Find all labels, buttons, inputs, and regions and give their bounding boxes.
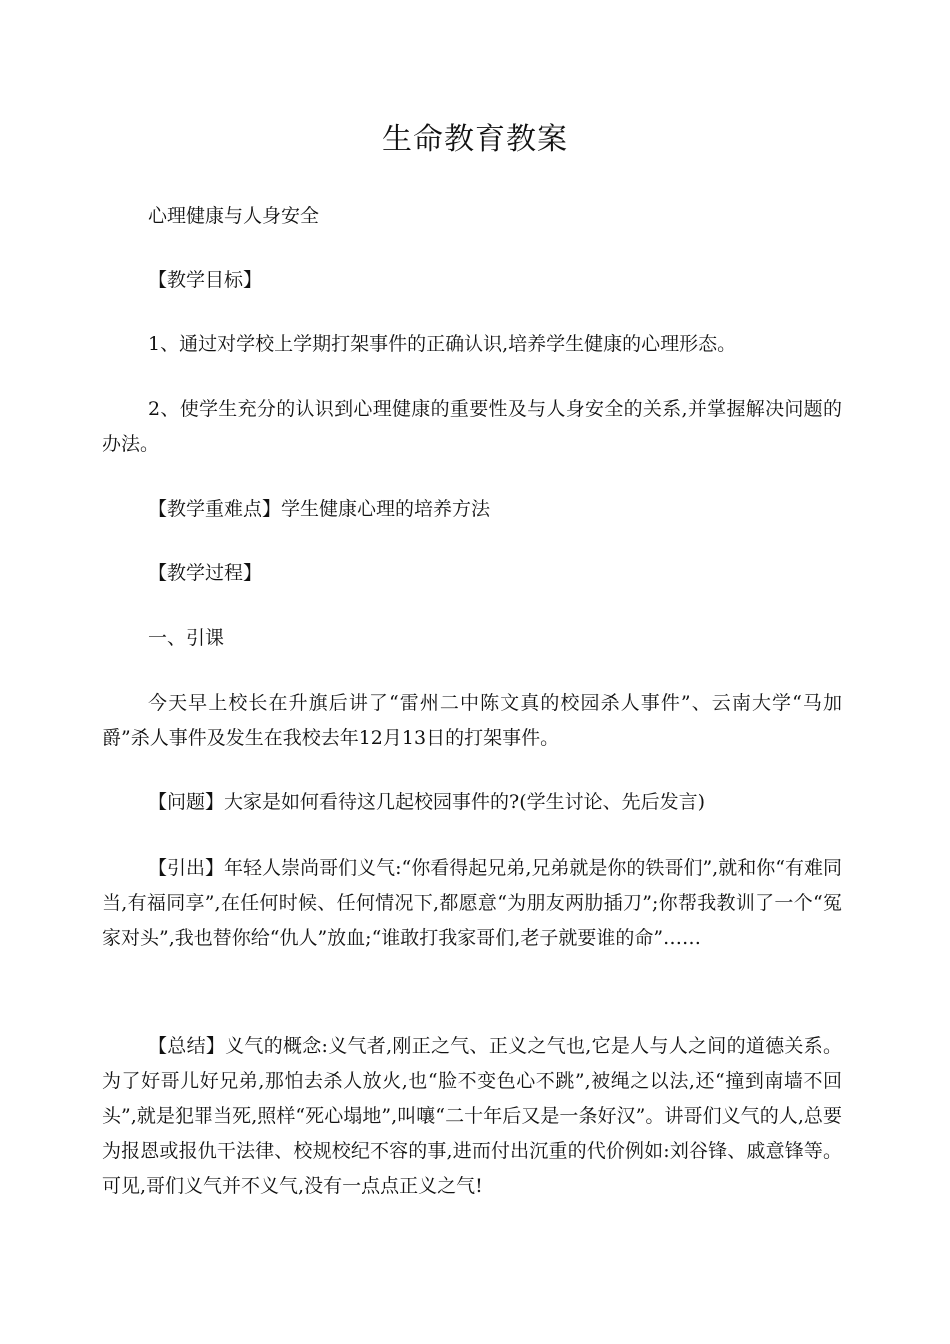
- paragraph-lead-out: 【引出】年轻人崇尚哥们义气:“你看得起兄弟,兄弟就是你的铁哥们”,就和你“有难同当,有福同享”,在任何时候、任何情况下,都愿意“为朋友两肋插刀”;你帮我教训了一个“冤家对头”,我也替你给“仇人”放血;“谁敢打我家哥们,老子就要谁的命”……: [102, 857, 842, 949]
- paragraph-goal-1: 1、通过对学校上学期打架事件的正确认识,培养学生健康的心理形态。: [148, 333, 737, 355]
- paragraph-intro-text: 今天早上校长在升旗后讲了“雷州二中陈文真的校园杀人事件”、云南大学“马加爵”杀人事件及发生在我校去年12月13日的打架事件。: [102, 692, 842, 749]
- paragraph-goal-2: 2、使学生充分的认识到心理健康的重要性及与人身安全的关系,并掌握解决问题的办法。: [102, 398, 842, 455]
- paragraph-process-heading: 【教学过程】: [148, 562, 263, 584]
- paragraph-teaching-goals-heading: 【教学目标】: [148, 269, 263, 291]
- paragraph-question: 【问题】大家是如何看待这几起校园事件的?(学生讨论、先后发言): [148, 791, 706, 813]
- paragraph-summary: 【总结】义气的概念:义气者,刚正之气、正义之气也,它是人与人之间的道德关系。为了好哥儿好兄弟,那怕去杀人放火,也“脸不变色心不跳”,被绳之以法,还“撞到南墙不回头”,就是犯罪当死,照样“死心塌地”,叫嚷“二十年后又是一条好汉”。讲哥们义气的人,总要为报恩或报仇干法律、校规校纪不容的事,进而付出沉重的代价例如:刘谷锋、戚意锋等。可见,哥们义气并不义气,没有一点点正义之气!: [102, 1035, 842, 1197]
- paragraph-key-points: 【教学重难点】学生健康心理的培养方法: [148, 498, 491, 520]
- paragraph-subtitle: 心理健康与人身安全: [148, 205, 320, 227]
- document-title: 生命教育教案: [382, 122, 568, 157]
- paragraph-section-intro: 一、引课: [148, 627, 225, 649]
